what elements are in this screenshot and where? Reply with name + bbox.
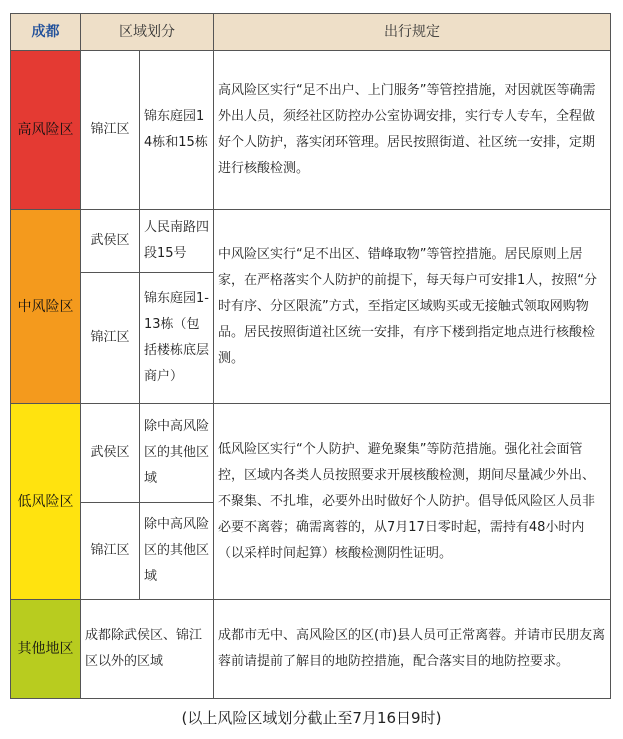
level-high: 高风险区 (11, 51, 81, 210)
district-cell: 锦江区 (81, 51, 140, 210)
rule-mid: 中风险区实行“足不出区、错峰取物”等管控措施。居民原则上居家，在严格落实个人防护的前提下，每天每户可安排1人，按照“分时有序、分区限流”方式，至指定区域购买或无接触式领取网购物品。居民按照街道社区统一安排，有序下楼到指定地点进行核酸检测。 (214, 210, 611, 404)
district-cell: 锦江区 (81, 503, 140, 600)
district-cell: 武侯区 (81, 404, 140, 503)
district-cell: 锦江区 (81, 273, 140, 404)
header-city: 成都 (11, 14, 81, 51)
table-row-high (11, 51, 611, 210)
table-header-row (11, 14, 611, 51)
area-cell: 锦东庭园1-13栋（包括楼栋底层商户） (140, 273, 214, 404)
table-row-low-1 (11, 404, 611, 503)
level-low: 低风险区 (11, 404, 81, 600)
rule-other: 成都市无中、高风险区的区(市)县人员可正常离蓉。并请市民朋友离蓉前请提前了解目的地防控措施，配合落实目的地防控要求。 (214, 600, 611, 699)
header-region: 区域划分 (81, 14, 214, 51)
level-mid: 中风险区 (11, 210, 81, 404)
area-cell: 成都除武侯区、锦江区以外的区域 (81, 600, 214, 699)
rule-low: 低风险区实行“个人防护、避免聚集”等防范措施。强化社会面管控，区域内各类人员按照要求开展核酸检测，期间尽量减少外出、不聚集、不扎堆，必要外出时做好个人防护。倡导低风险区人员非必要不离蓉；确需离蓉的，从7月17日零时起，需持有48小时内（以采样时间起算）核酸检测阴性证明。 (214, 404, 611, 600)
area-cell: 除中高风险区的其他区域 (140, 503, 214, 600)
rule-high: 高风险区实行“足不出户、上门服务”等管控措施，对因就医等确需外出人员，须经社区防控办公室协调安排，实行专人专车，全程做好个人防护，落实闭环管理。居民按照街道、社区统一安排，定期进行核酸检测。 (214, 51, 611, 210)
area-cell: 人民南路四段15号 (140, 210, 214, 273)
table-row-other (11, 600, 611, 699)
footer-note: (以上风险区域划分截止至7月16日9时) (181, 709, 442, 727)
header-rules: 出行规定 (214, 14, 611, 51)
district-cell: 武侯区 (81, 210, 140, 273)
area-cell: 锦东庭园14栋和15栋 (140, 51, 214, 210)
level-other: 其他地区 (11, 600, 81, 699)
area-cell: 除中高风险区的其他区域 (140, 404, 214, 503)
table-row-mid-1 (11, 210, 611, 273)
risk-area-table (10, 13, 611, 699)
